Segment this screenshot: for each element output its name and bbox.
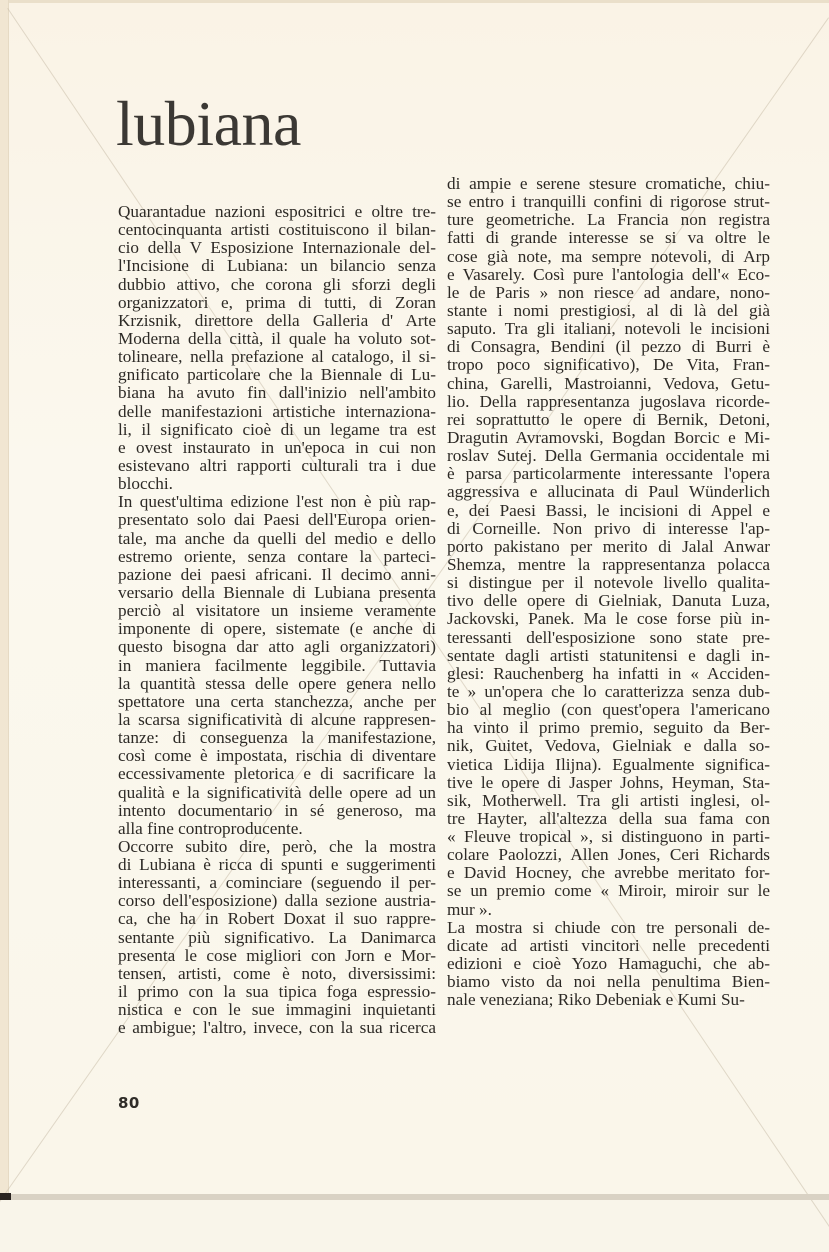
text-line: ture geometriche. La Francia non registra — [447, 210, 770, 230]
text-line: organizzatori e, prima di tutti, di Zoran — [118, 292, 436, 312]
text-line: l'Incisione di Lubiana: un bilancio senza — [118, 256, 436, 276]
text-line: Moderna della città, il quale ha voluto sot- — [118, 328, 436, 348]
text-line: centocinquanta artisti costituiscono il bilan- — [118, 220, 436, 240]
text-line: dicate ad artisti vincitori nelle precedenti — [447, 935, 770, 955]
text-line: e Vasarely. Così pure l'antologia dell'« Eco- — [447, 264, 770, 284]
text-line: tive le opere di Jasper Johns, Heyman, Sta- — [447, 772, 770, 792]
text-line: te » un'opera che lo caratterizza senza dub- — [447, 681, 770, 701]
text-line: questo bisogna dar atto agli organizzatori) — [118, 637, 436, 657]
text-line: se un premio come « Miroir, miroir sur le — [447, 881, 770, 901]
text-line: bio al meglio (con quest'opera l'americano — [447, 700, 770, 720]
scan-corner-mark — [0, 1193, 11, 1200]
text-line: e ambigue; l'altro, invece, con la sua ricerca — [118, 1018, 436, 1038]
text-line: la scarsa significatività di alcune rappresen- — [118, 709, 436, 729]
text-line: edizioni e cioè Yozo Hamaguchi, che ab- — [447, 954, 770, 974]
text-line: Shemza, mentre la rappresentanza polacca — [447, 554, 770, 574]
text-line: presenta le cose migliori con Jorn e Mor- — [118, 945, 436, 965]
text-line: interessanti, a cominciare (seguendo il per- — [118, 873, 436, 893]
text-line: glesi: Rauchenberg ha infatti in « Acciden- — [447, 663, 770, 683]
text-line: roslav Sutej. Della Germania occidentale mi — [447, 446, 770, 466]
text-line: in maniera facilmente leggibile. Tuttavia — [118, 655, 436, 675]
text-line: li, il significato cioè di un legame tra est — [118, 419, 436, 439]
text-line: Krzisnik, direttore della Galleria d' Arte — [118, 310, 436, 330]
page-edge-left — [0, 0, 9, 1200]
text-line: se entro i tranquilli confini di rigorose strut- — [447, 192, 770, 212]
text-line: perciò al visitatore un insieme veramente — [118, 601, 436, 621]
text-line: alla fine controproducente. — [118, 818, 303, 838]
text-line: teressanti dell'esposizione sono state pre- — [447, 627, 770, 647]
text-line: tre Hayter, all'altezza della sua fama con — [447, 808, 770, 828]
text-line: corso dell'esposizione) dalla sezione austria- — [118, 891, 436, 911]
text-line: nik, Guitet, Vedova, Gielniak e dalla so- — [447, 736, 770, 756]
text-line: qualità e la significatività delle opere ad un — [118, 782, 436, 802]
text-line: sik, Motherwell. Tra gli artisti inglesi, ol- — [447, 790, 770, 810]
text-line: tropo poco significativo), De Vita, Fran- — [447, 355, 770, 375]
text-line: ha vinto il primo premio, seguito da Ber- — [447, 718, 770, 738]
text-column-right — [447, 175, 770, 1009]
scan-bottom-edge — [0, 1194, 829, 1200]
text-line: sentate dagli artisti statunitensi e dagli in- — [447, 645, 770, 665]
text-line: « Fleuve tropical », si distinguono in parti- — [447, 827, 770, 847]
text-line: vietica Lidija Ilijna). Egualmente significa- — [447, 754, 770, 774]
text-line: la quantità stessa delle opere genera nello — [118, 673, 436, 693]
text-line: e David Hocney, che avrebbe meritato for- — [447, 863, 770, 883]
text-line: versario della Biennale di Lubiana presenta — [118, 582, 436, 602]
text-line: dubbio attivo, che corona gli sforzi degli — [118, 274, 436, 294]
text-line: pazione dei paesi africani. Il decimo anni- — [118, 564, 436, 584]
text-line: presentato solo dai Paesi dell'Europa orien- — [118, 510, 436, 530]
text-line: Quarantadue nazioni espositrici e oltre tre- — [118, 202, 436, 221]
text-line: di ampie e serene stesure cromatiche, chiu- — [447, 174, 770, 193]
text-line: delle manifestazioni artistiche internaziona- — [118, 401, 436, 421]
text-line: colare Paolozzi, Allen Jones, Ceri Richards — [447, 845, 770, 865]
text-column-left — [118, 203, 436, 1037]
text-line: stante i nomi prestigiosi, al di là del già — [447, 300, 770, 320]
text-line: tanze: di conseguenza la manifestazione, — [118, 728, 436, 748]
text-line: cose già note, ma sempre notevoli, di Arp — [447, 246, 770, 266]
text-line: rei soprattutto le opere di Bernik, Detoni, — [447, 409, 770, 429]
text-line: nale veneziana; Riko Debeniak e Kumi Su- — [447, 990, 745, 1010]
text-line: sentante più significativo. La Danimarca — [118, 927, 436, 947]
text-line: biana ha avuto fin dall'inizio nell'ambito — [118, 383, 436, 403]
text-line: In quest'ultima edizione l'est non è più rap- — [118, 492, 436, 512]
text-line: spettatore una certa stanchezza, anche per — [118, 691, 436, 711]
text-line: tivo delle opere di Gielniak, Danuta Luza, — [447, 591, 770, 611]
text-line: Jackovski, Panek. Ma le cose forse più in- — [447, 609, 770, 629]
text-line: e, dei Paesi Bassi, le incisioni di Appel e — [447, 500, 770, 520]
text-line: cio della V Esposizione Internazionale del- — [118, 238, 436, 258]
text-line: eccessivamente pletorica e di sacrificare la — [118, 764, 436, 784]
text-line: è parsa particolarmente interessante l'opera — [447, 464, 770, 484]
text-line: imponente di opere, sistemate (e anche di — [118, 619, 436, 639]
text-line: il primo con la sua tipica foga espressio- — [118, 982, 436, 1002]
text-line: biamo visto da noi nella penultima Bien- — [447, 972, 770, 992]
text-line: Dragutin Avramovski, Bogdan Borcic e Mi- — [447, 427, 770, 447]
text-line: mur ». — [447, 899, 492, 919]
text-line: saputo. Tra gli italiani, notevoli le incisioni — [447, 319, 770, 339]
text-line: tensen, artisti, come è noto, diversissimi: — [118, 963, 436, 983]
page-edge-top — [0, 0, 829, 3]
text-line: così come è impostata, rischia di diventare — [118, 746, 436, 766]
text-line: tolineare, nella prefazione al catalogo, il si- — [118, 347, 436, 367]
text-line: esistevano altri rapporti culturali tra i due — [118, 455, 436, 475]
text-line: nistica e con le sue immagini inquietanti — [118, 1000, 436, 1020]
page-number: 80 — [118, 1094, 140, 1112]
text-line: aggressiva e allucinata di Paul Wünderlich — [447, 482, 770, 502]
text-line: di Corneille. Non privo di interesse l'ap- — [447, 518, 770, 538]
text-line: fatti di grande interesse se si va oltre le — [447, 228, 770, 248]
text-line: Occorre subito dire, però, che la mostra — [118, 836, 436, 856]
text-line: gnificato particolare che la Biennale di Lu- — [118, 365, 436, 385]
text-line: di Consagra, Bendini (il pezzo di Burri è — [447, 337, 770, 357]
text-line: estremo oriente, senza contare la parteci- — [118, 546, 436, 566]
text-line: le de Paris » non riesce ad andare, nono- — [447, 282, 770, 302]
text-line: e ovest instaurato in un'epoca in cui non — [118, 437, 436, 457]
text-line: La mostra si chiude con tre personali de- — [447, 917, 770, 937]
text-line: tale, ma anche da quelli del medio e dello — [118, 528, 436, 548]
text-line: blocchi. — [118, 474, 173, 494]
text-line: intento documentario in sé generoso, ma — [118, 800, 436, 820]
text-line: lio. Della rappresentanza jugoslava ricorde- — [447, 391, 770, 411]
text-line: porto pakistano per merito di Jalal Anwar — [447, 536, 770, 556]
article-title: lubiana — [116, 88, 301, 159]
text-line: si distingue per il notevole livello qualita- — [447, 573, 770, 593]
text-line: di Lubiana è ricca di spunti e suggerimenti — [118, 855, 436, 875]
text-line: ca, che ha in Robert Doxat il suo rappre- — [118, 909, 436, 929]
text-line: china, Garelli, Mastroianni, Vedova, Getu- — [447, 373, 770, 393]
